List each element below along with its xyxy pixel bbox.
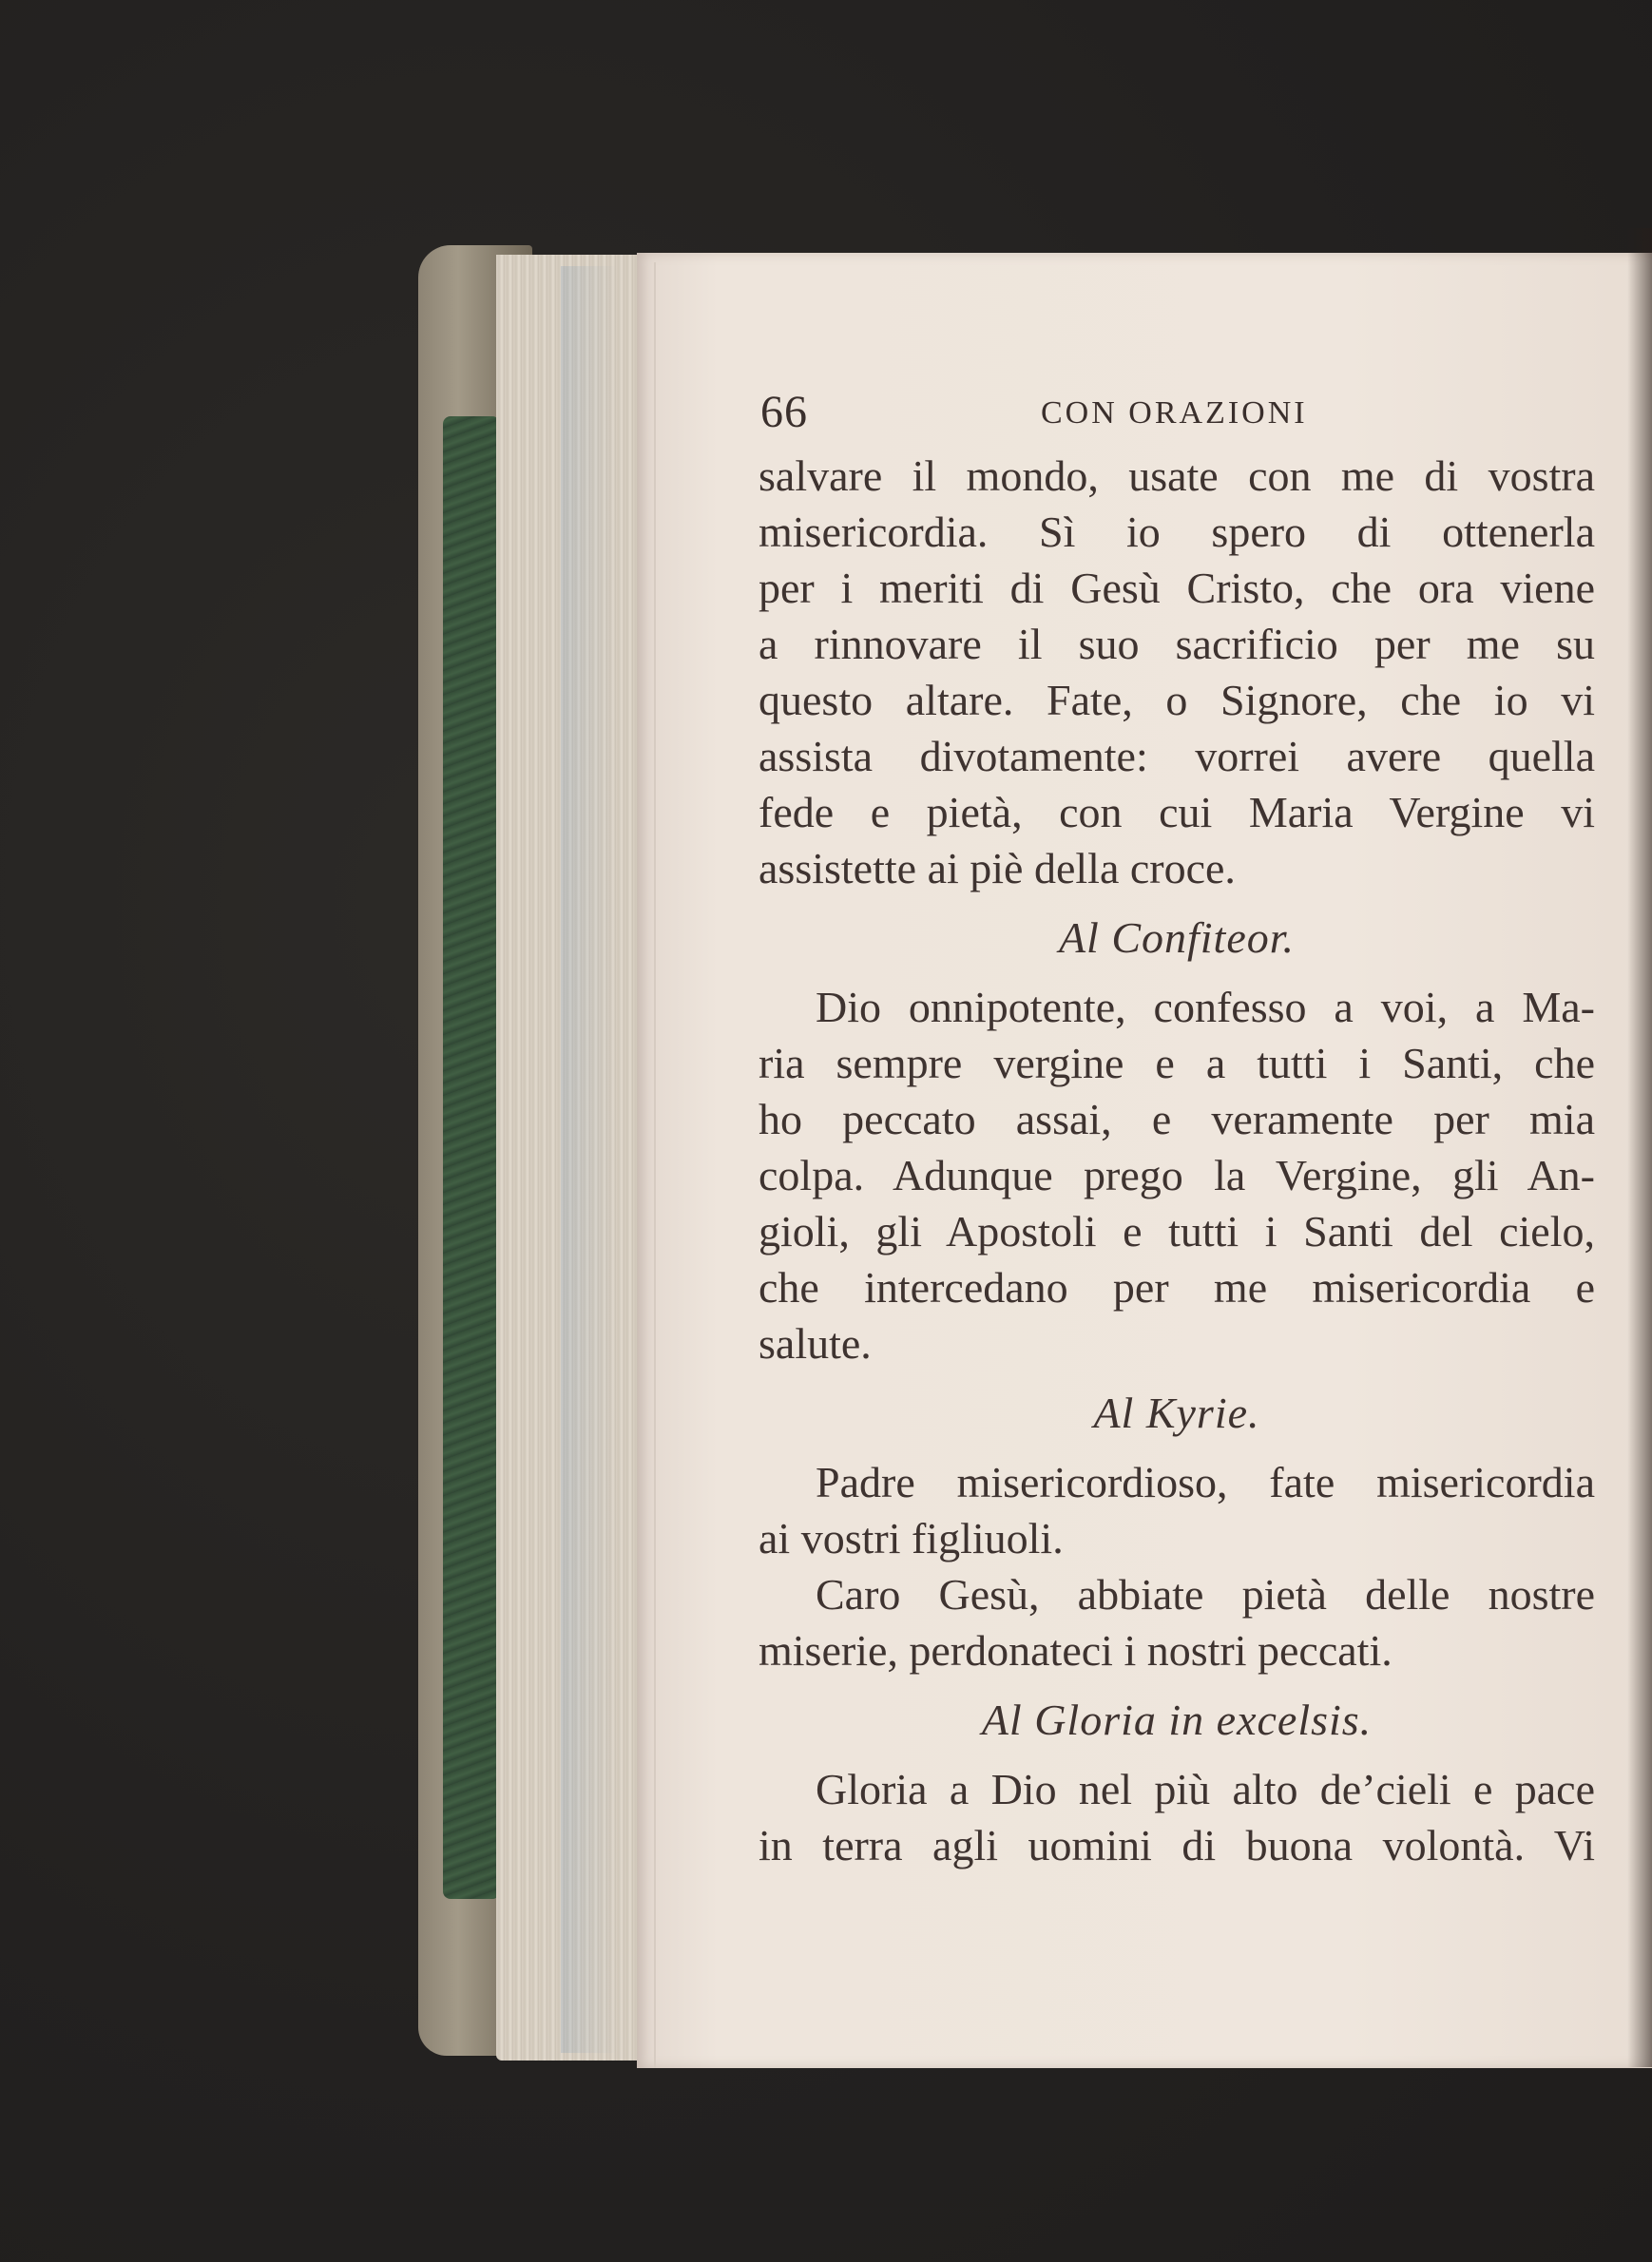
page-header [760, 386, 1426, 443]
paragraph-confiteor [759, 979, 1595, 1371]
text-line: in terra agli uomini di buona volontà. Vi [759, 1821, 1595, 1869]
paragraph-kyrie [759, 1454, 1595, 1566]
paragraph-continuation [759, 448, 1595, 896]
text-line: che intercedano per me misericordia e [759, 1263, 1595, 1312]
text-line: per i meriti di Gesù Cristo, che ora viene [759, 564, 1595, 612]
text-line: Caro Gesù, abbiate pietà delle nostre [816, 1570, 1595, 1619]
page-edge-shadow [1627, 228, 1652, 2067]
running-head: CON ORAZIONI [1041, 395, 1308, 431]
text-line: Dio onnipotente, confesso a voi, a Ma- [816, 983, 1595, 1031]
text-line: ria sempre vergine e a tutti i Santi, che [759, 1039, 1595, 1087]
text-line: a rinnovare il suo sacrificio per me su [759, 620, 1595, 668]
text-line: Padre misericordioso, fate misericordia [816, 1458, 1595, 1506]
text-line: Gloria a Dio nel più alto de’cieli e pace [816, 1765, 1595, 1813]
section-heading-confiteor: Al Confiteor. [1058, 913, 1296, 962]
paragraph-gloria [759, 1761, 1595, 1873]
text-line: assista divotamente: vorrei avere quella [759, 732, 1595, 780]
text-line: assistette ai piè della croce. [759, 844, 1236, 892]
text-line: fede e pietà, con cui Maria Vergine vi [759, 788, 1595, 836]
text-line: salute. [759, 1319, 872, 1368]
paragraph-caro-gesu [759, 1566, 1595, 1678]
green-cloth-binding [443, 416, 500, 1899]
text-line: ho peccato assai, e veramente per mia [759, 1095, 1595, 1143]
text-line: colpa. Adunque prego la Vergine, gli An- [759, 1151, 1595, 1199]
section-heading-kyrie: Al Kyrie. [1093, 1389, 1260, 1437]
text-line: ai vostri figliuoli. [759, 1514, 1064, 1562]
text-line: questo altare. Fate, o Signore, che io vi [759, 676, 1595, 724]
section-heading-gloria: Al Gloria in excelsis. [981, 1696, 1373, 1744]
text-line: miserie, perdonateci i nostri peccati. [759, 1626, 1393, 1675]
text-line: salvare il mondo, usate con me di vostra [759, 451, 1595, 500]
page-body [759, 448, 1595, 1873]
open-book [418, 228, 1652, 2067]
text-line: gioli, gli Apostoli e tutti i Santi del cielo, [759, 1207, 1595, 1256]
page-number: 66 [760, 387, 808, 437]
page-edge-tint [561, 266, 618, 2053]
book-page [637, 253, 1652, 2068]
text-line: misericordia. Sì io spero di ottenerla [759, 508, 1595, 556]
